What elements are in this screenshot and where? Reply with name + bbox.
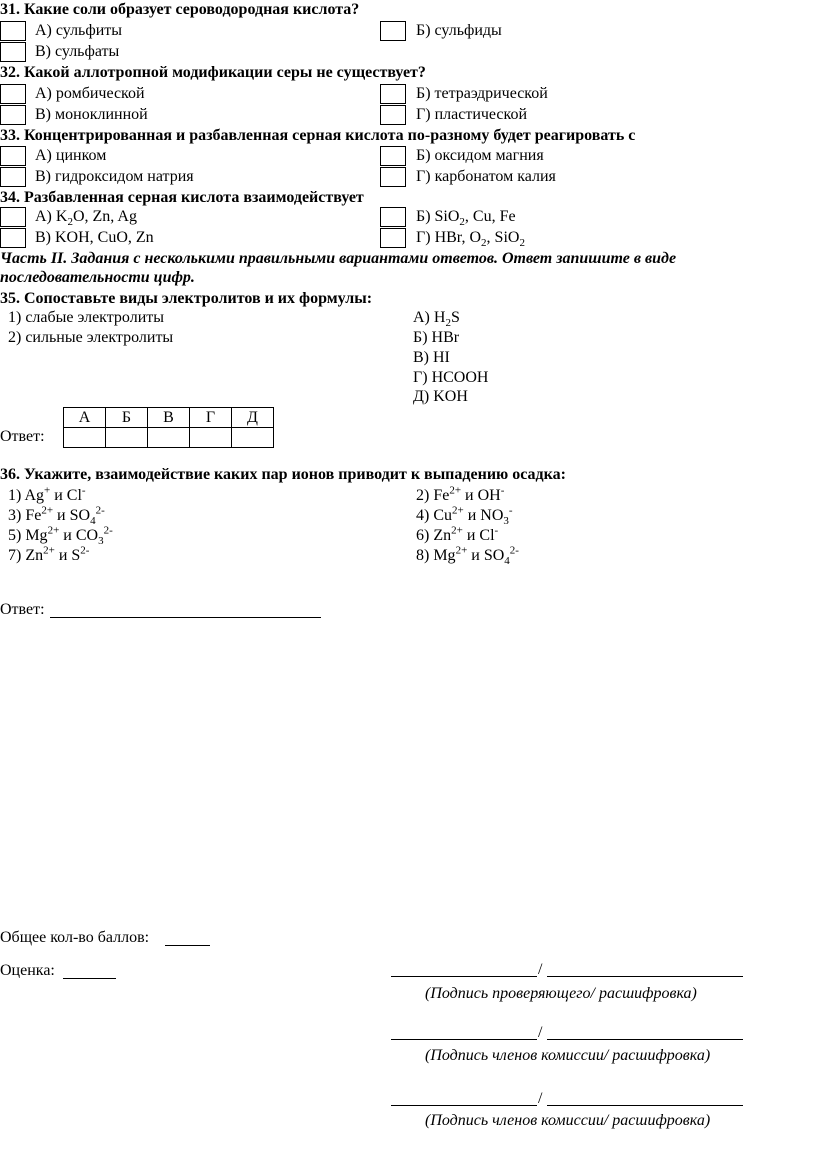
- q36-option-6: 6) $Zn^{2+}$ и Cl-: [416, 524, 499, 544]
- q33-a-checkbox[interactable]: [0, 146, 26, 166]
- signature-1-caption: (Подпись проверяющего/ расшифровка): [425, 985, 697, 1002]
- q34-option-a: А) $K_2O$, Zn, Ag: [35, 208, 137, 229]
- q35-answer-label: Ответ:: [0, 428, 45, 445]
- q33-b-checkbox[interactable]: [380, 146, 406, 166]
- q34-c-checkbox[interactable]: [0, 228, 26, 248]
- q32-c-checkbox[interactable]: [0, 105, 26, 125]
- q35-right-e: Д) KOH: [413, 388, 468, 405]
- q33-option-b: Б) оксидом магния: [416, 147, 544, 164]
- q31-option-b: Б) сульфиды: [416, 22, 502, 39]
- q35-answer-table: [63, 407, 274, 448]
- signature-1-line[interactable]: [391, 976, 537, 977]
- q34-option-d: Г) HBr, $O_2$, SiO$_2$: [416, 229, 525, 250]
- q35-question: 35. Сопоставьте виды электролитов и их формулы:: [0, 290, 373, 307]
- answer-cell[interactable]: [106, 428, 148, 448]
- q35-right-b: Б) HBr: [413, 329, 460, 346]
- q31-a-checkbox[interactable]: [0, 21, 26, 41]
- signature-2-slash: /: [538, 1024, 543, 1041]
- q33-option-c: В) гидроксидом натрия: [35, 168, 194, 185]
- answer-table-header-row: [64, 408, 274, 428]
- q34-d-checkbox[interactable]: [380, 228, 406, 248]
- q31-question: 31. Какие соли образует сероводородная кислота?: [0, 1, 360, 18]
- q31-c-checkbox[interactable]: [0, 42, 26, 62]
- signature-2-caption: (Подпись членов комиссии/ расшифровка): [425, 1047, 711, 1064]
- q32-option-d: Г) пластической: [416, 106, 528, 123]
- signature-3-line[interactable]: [391, 1105, 537, 1106]
- signature-3-decode-line[interactable]: [547, 1105, 743, 1106]
- answer-table-header: Д: [232, 408, 274, 428]
- grade-label: Оценка:: [0, 962, 55, 979]
- q35-right-c: В) HI: [413, 349, 450, 366]
- signature-3-caption: (Подпись членов комиссии/ расшифровка): [425, 1112, 711, 1129]
- q36-option-2: 2) $Fe^{2+}$ и OH-: [416, 484, 505, 504]
- q33-d-checkbox[interactable]: [380, 167, 406, 187]
- grade-line[interactable]: [63, 978, 116, 979]
- answer-table-input-row: [64, 428, 274, 448]
- q36-question: 36. Укажите, взаимодействие каких пар ионов приводит к выпадению осадка:: [0, 466, 566, 483]
- q35-left-2: 2) сильные электролиты: [8, 329, 174, 346]
- q32-option-c: В) моноклинной: [35, 106, 148, 123]
- q36-option-8: 8) $Mg^{2+}$ и $SO_4^{2-}$: [416, 544, 519, 568]
- q35-left-1: 1) слабые электролиты: [8, 309, 164, 326]
- total-score-label: Общее кол-во баллов:: [0, 929, 150, 946]
- q33-c-checkbox[interactable]: [0, 167, 26, 187]
- signature-1-slash: /: [538, 961, 543, 978]
- q31-b-checkbox[interactable]: [380, 21, 406, 41]
- q32-a-checkbox[interactable]: [0, 84, 26, 104]
- answer-table-header: Г: [190, 408, 232, 428]
- q32-b-checkbox[interactable]: [380, 84, 406, 104]
- q34-option-c: В) KOH, CuO, Zn: [35, 229, 154, 246]
- part2-heading-line2: последовательности цифр.: [0, 269, 195, 286]
- signature-2-decode-line[interactable]: [547, 1039, 743, 1040]
- q36-answer-line[interactable]: [50, 617, 321, 618]
- answer-cell[interactable]: [64, 428, 106, 448]
- part2-heading-line1: Часть II. Задания с несколькими правильными вариантами ответов. Ответ запишите в виде: [0, 250, 677, 267]
- q34-question: 34. Разбавленная серная кислота взаимодействует: [0, 189, 364, 206]
- answer-table-header: В: [148, 408, 190, 428]
- answer-table-header: Б: [106, 408, 148, 428]
- q32-d-checkbox[interactable]: [380, 105, 406, 125]
- q31-option-a: А) сульфиты: [35, 22, 123, 39]
- signature-3-slash: /: [538, 1090, 543, 1107]
- q33-question: 33. Концентрированная и разбавленная серная кислота по-разному будет реагировать с: [0, 127, 636, 144]
- q34-option-b: Б) SiO$_2$, Cu, Fe: [416, 208, 516, 229]
- q36-option-4: 4) $Cu^{2+}$ и $NO_3^-$: [416, 504, 513, 528]
- q36-option-5: 5) $Mg^{2+}$ и $CO_3^{2-}$: [8, 524, 113, 548]
- q32-question: 32. Какой аллотропной модификации серы не существует?: [0, 64, 426, 81]
- answer-table-header: А: [64, 408, 106, 428]
- q36-answer-label: Ответ:: [0, 601, 45, 618]
- answer-cell[interactable]: [232, 428, 274, 448]
- answer-cell[interactable]: [148, 428, 190, 448]
- q36-option-3: 3) $Fe^{2+}$ и $SO_4^{2-}$: [8, 504, 105, 528]
- q32-option-a: А) ромбической: [35, 85, 145, 102]
- q31-option-c: В) сульфаты: [35, 43, 120, 60]
- q32-option-b: Б) тетраэдрической: [416, 85, 548, 102]
- signature-1-decode-line[interactable]: [547, 976, 743, 977]
- total-score-line[interactable]: [165, 945, 210, 946]
- signature-2-line[interactable]: [391, 1039, 537, 1040]
- q36-option-1: 1) Ag+ и Cl-: [8, 484, 86, 504]
- q33-option-a: А) цинком: [35, 147, 107, 164]
- q35-right-d: Г) HCOOH: [413, 369, 489, 386]
- q35-right-a: А) $H_2S$: [413, 309, 460, 330]
- answer-cell[interactable]: [190, 428, 232, 448]
- q33-option-d: Г) карбонатом калия: [416, 168, 556, 185]
- q36-option-7: 7) $Zn^{2+}$ и $S^{2-}$: [8, 544, 90, 564]
- q34-a-checkbox[interactable]: [0, 207, 26, 227]
- q34-b-checkbox[interactable]: [380, 207, 406, 227]
